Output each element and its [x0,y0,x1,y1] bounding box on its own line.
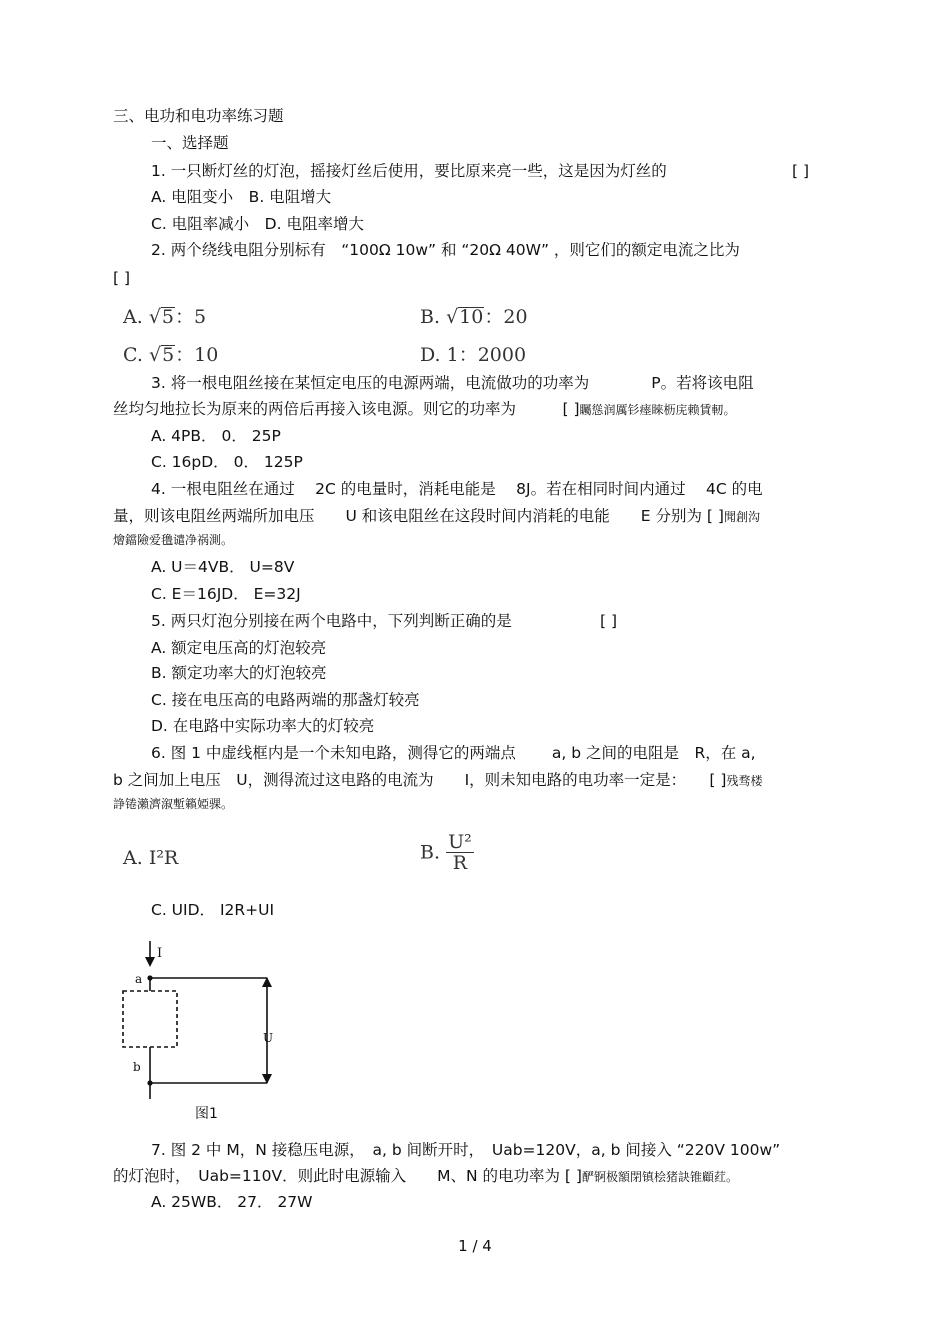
q2-option-c-label: C. [123,344,143,366]
q4-stem-line1: 4. 一根电阻丝在通过 2C 的电量时，消耗电能是 8J。若在相同时间内通过 4C 的电 [151,480,763,498]
q2-option-b-label: B. [420,306,441,328]
current-arrow-icon [145,957,155,967]
sqrt-icon: √ [446,306,459,328]
q6-option-a-label: A. [123,847,143,869]
q2-stem-line2: [ ] [113,269,131,287]
node-a-label: a [135,972,143,986]
unknown-circuit-box [123,991,177,1047]
q3-stem-line2 [113,399,736,420]
sqrt-icon: √ [148,344,162,366]
q3-noise-text: 矚慫润厲钐瘗睞枥庑赖賃軔。 [579,403,736,417]
q7-options-ab: A. 25WB． 27． 27W [151,1193,313,1211]
q7-stem-line2 [113,1166,738,1187]
q6-stem-line1: 6. 图 1 中虚线框内是一个未知电路，测得它的两端点 a, b 之间的电阻是 R，在 a, [151,744,756,762]
q5-option-b: B. 额定功率大的灯泡较亮 [151,664,327,682]
q6-noise-line: 諍锩瀨濟溆塹籟婭骒。 [113,797,234,811]
q5-option-c: C. 接在电压高的电路两端的那盏灯较亮 [151,691,420,709]
q2-option-a-rest: ：5 [175,306,207,328]
q6-option-b-denominator: R [452,852,468,874]
q5-option-d: D. 在电路中实际功率大的灯较亮 [151,717,375,735]
q6-stem-line2-text: b 之间加上电压 U，测得流过这电路的电流为 I，则未知电路的电功率一定是： [ ] [113,771,727,789]
q4-stem-line2-text: 量，则该电阻丝两端所加电压 U 和该电阻丝在这段时间内消耗的电能 E 分别为 [ ] [113,507,724,525]
q2-option-c [123,340,218,367]
q7-stem-line1: 7. 图 2 中 M，N 接稳压电源， a, b 间断开时， Uab=120V，a, b 间接入 “220V 100w” [151,1141,781,1159]
q2-option-a-label: A. [123,306,143,328]
q7-stem-line2-text: 的灯泡时， Uab=110V．则此时电源输入 M、N 的电功率为 [ ] [113,1167,582,1185]
q6-option-a [123,847,178,869]
q6-option-b-label: B. [420,841,441,864]
q3-stem-line1: 3. 将一根电阻丝接在某恒定电压的电源两端，电流做功的功率为 P。若将该电阻 [151,374,754,392]
q6-option-b-fraction [446,832,474,873]
q3-stem-line2-text: 丝均匀地拉长为原来的两倍后再接入该电源。则它的功率为 [ ] [113,400,580,418]
q2-stem-line1: 2. 两个绕线电阻分别标有 “100Ω 10w” 和 “20Ω 40W” ，则它们的额定电流之比为 [151,241,740,259]
current-label: I [157,946,163,961]
q6-option-b-numerator: U² [448,831,472,853]
q1-stem: 1. 一只断灯丝的灯泡，摇接灯丝后使用，要比原来亮一些，这是因为灯丝的 [151,162,667,180]
q4-noise-end: 聞創沟 [723,510,760,524]
node-a-dot [147,975,152,980]
node-b-label: b [133,1060,141,1074]
figure-caption: 图1 [195,1106,218,1122]
q6-noise-end: 残骛楼 [726,774,763,788]
q4-stem-line2 [113,506,760,527]
page-number: 1 / 4 [458,1237,492,1255]
q4-options-cd: C. E＝16JD． E=32J [151,585,301,603]
subsection-title: 一、选择题 [151,134,229,152]
q6-option-b [420,832,474,873]
q2-option-c-rest: ：10 [175,344,219,366]
voltage-label: U [263,1031,274,1045]
q4-options-ab: A. U＝4VB． U=8V [151,558,295,576]
q3-options-cd: C. 16pD． 0． 125P [151,453,303,471]
q2-option-b [420,302,528,329]
q6-stem-line2 [113,770,762,791]
q2-option-c-radicand: 5 [162,344,175,366]
q3-options-ab: A. 4PB． 0． 25P [151,427,281,445]
q2-option-d: D. 1：2000 [420,344,527,366]
q5-stem: 5. 两只灯泡分别接在两个电路中，下列判断正确的是 [151,612,512,630]
q1-options-ab: A. 电阻变小 B. 电阻增大 [151,188,332,206]
figure-1-circuit [115,935,285,1125]
q2-option-a-radicand: 5 [161,306,175,328]
q2-option-b-radicand: 10 [459,306,484,328]
q1-options-cd: C. 电阻率减小 D. 电阻率增大 [151,215,364,233]
q6-option-a-formula: I²R [148,847,179,869]
q4-noise-line: 燴鐺險爱氇谴净祸測。 [113,533,234,547]
q2-option-a [123,302,206,329]
node-b-dot [147,1080,152,1085]
q7-noise-text: 酽锕极額閉镇桧猪訣锥顧荭。 [581,1170,738,1184]
q5-bracket: [ ] [600,612,618,630]
q2-option-b-rest: ：20 [484,306,528,328]
section-title: 三、电功和电功率练习题 [113,107,284,125]
sqrt-icon: √ [148,306,161,328]
q6-options-cd: C. UID． I2R+UI [151,901,275,919]
q1-bracket: [ ] [792,162,810,180]
q5-option-a: A. 额定电压高的灯泡较亮 [151,639,327,657]
